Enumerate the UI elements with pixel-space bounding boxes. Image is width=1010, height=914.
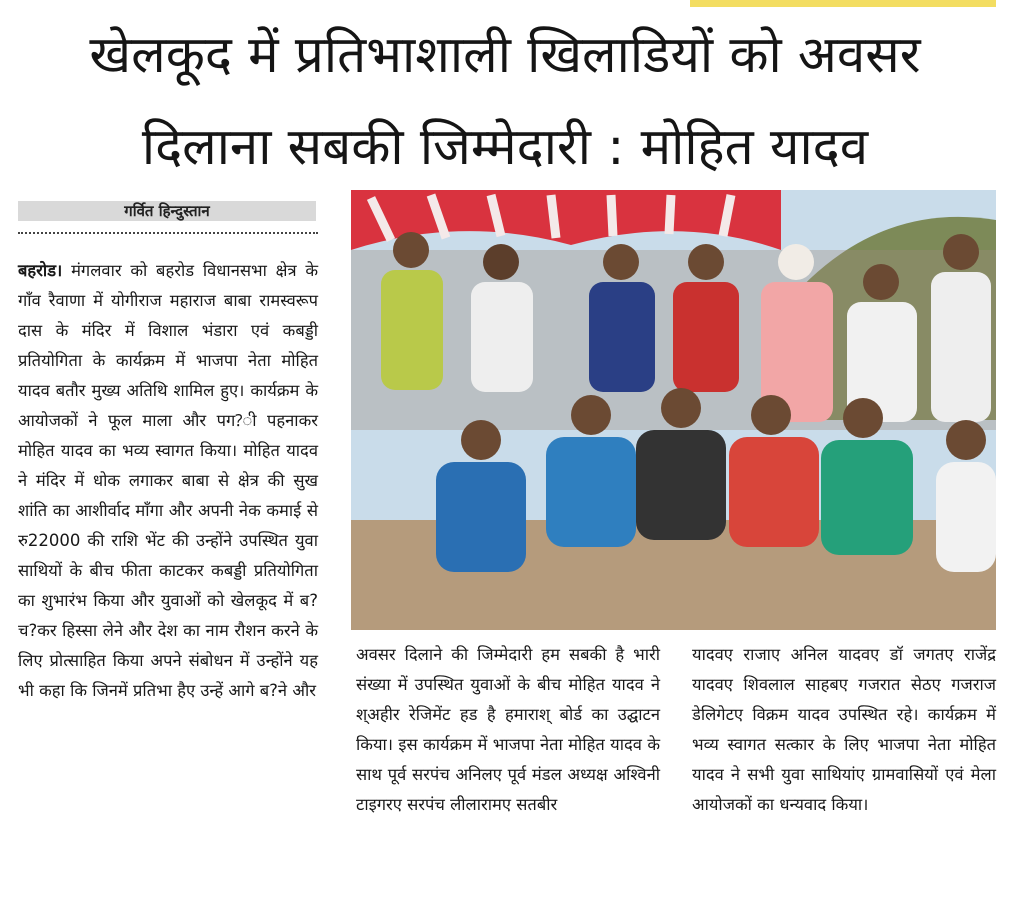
news-photo [351, 190, 996, 630]
article-column-3 [692, 640, 996, 820]
article-column-1 [18, 256, 318, 896]
headline-line-1: खेलकूद में प्रतिभाशाली खिलाडियों को अवसर [89, 26, 921, 85]
article-text-col1: मंगलवार को बहरोड विधानसभा क्षेत्र के गाँव रैवाणा में योगीराज महाराज बाबा रामस्वरूप दास के मंदिर में विशाल भंडारा एवं कबड्डी प्रतियोगिता के कार्यक्रम में भाजपा नेता मोहित यादव बतौर मुख्य अतिथि शामिल हुए। कार्यक्रम के आयोजकों ने फूल माला और पग?ी पहनाकर मोहित यादव का भव्य स्वागत किया। मोहित यादव ने मंदिर में धोक लगाकर बाबा से क्षेत्र की सुख शांति का आशीर्वाद माँगा और अपनी नेक कमाई से रु22000 की राशि भेंट की उन्होंने उपस्थित युवा साथियों के बीच फीता काटकर कबड्डी प्रतियोगिता का शुभारंभ किया और युवाओं को खेलकूद में ब? च?कर हिस्सा लेने और देश का नाम रौशन करने के लिए प्रोत्साहित किया अपने संबोधन में उन्होंने यह भी कहा कि जिनमें प्रतिभा हैए उन्हें आगे ब?ने और [18, 261, 319, 700]
dotted-divider [18, 232, 318, 234]
byline: गर्वित हिन्दुस्तान [18, 201, 316, 221]
top-accent-bar [690, 0, 996, 7]
article-text-col3: यादवए राजाए अनिल यादवए डॉ जगतए राजेंद्र यादवए शिवलाल साहबए गजरात सेठए गजराज डेलिगेटए विक्रम यादव उपस्थित रहे। कार्यक्रम में भव्य स्वागत सत्कार के लिए भाजपा नेता मोहित यादव ने सभी युवा साथियांए ग्रामवासियों एवं मेला आयोजकों का धन्यवाद किया। [692, 645, 996, 814]
article-column-2 [356, 640, 660, 820]
dateline-place: बहरोड। [18, 261, 63, 280]
article-text-col2: अवसर दिलाने की जिम्मेदारी हम सबकी है भारी संख्या में उपस्थित युवाओं के बीच मोहित यादव ने श्अहीर रेजिमेंट हड है हमाराश् बोर्ड का उद्घाटन किया। इस कार्यक्रम में भाजपा नेता मोहित यादव के साथ पूर्व सरपंच अनिलए पूर्व मंडल अध्यक्ष अश्विनी टाइगरए सरपंच लीलारामए सतबीर [356, 645, 660, 814]
group-photo-illustration [351, 190, 996, 630]
headline-line-2: दिलाना सबकी जिम्मेदारी : मोहित यादव [141, 118, 869, 177]
